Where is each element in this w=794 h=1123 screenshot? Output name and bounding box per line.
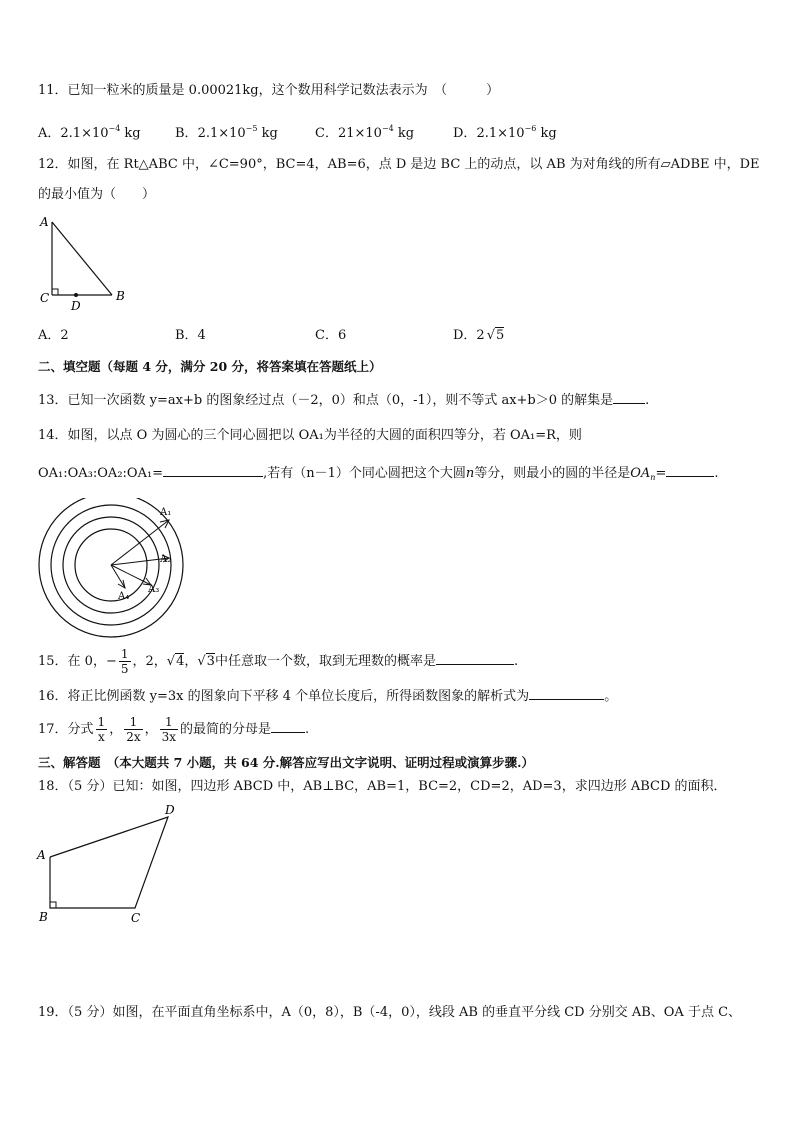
q11-option-c[interactable]: C．$21\times 10^{-4}$ kg bbox=[315, 124, 415, 141]
q19-text: 19．（5 分）如图，在平面直角坐标系中，A（0，8），B（-4，0），线段 AB 的垂直平分线 CD 分别交 AB、OA 于点 C、 bbox=[38, 1005, 742, 1020]
q14-radius-blank[interactable] bbox=[666, 463, 714, 477]
q18-text: 18．（5 分）已知：如图，四边形 ABCD 中，AB⊥BC，AB=1，BC=2，CD=2，AD=3，求四边形 ABCD 的面积． bbox=[38, 779, 727, 794]
q12-label-a: A bbox=[40, 215, 49, 229]
q12-label-b: B bbox=[116, 289, 125, 303]
q11-option-d[interactable]: D．$2.1\times 10^{-6}$ kg bbox=[453, 124, 557, 141]
q14-stem-line1: 14．如图，以点 O 为圆心的三个同心圆把以 OA₁为半径的大圆的面积四等分，若 OA₁=R，则 bbox=[38, 428, 582, 443]
q12-stem-line1: 12．如图，在 Rt△ABC 中，∠C=90°，BC=4，AB=6，点 D 是边 BC 上的动点，以 AB 为对角线的所有▱ADBE 中，DE bbox=[38, 157, 760, 172]
q18-label-b: B bbox=[39, 910, 48, 924]
q12-label-c: C bbox=[40, 291, 50, 305]
q11-stem: 11．已知一粒米的质量是 0.00021kg，这个数用科学记数法表示为 （ ） bbox=[38, 83, 500, 98]
q14-ratio-blank[interactable] bbox=[163, 463, 263, 477]
q12-option-b[interactable]: B．4 bbox=[175, 328, 206, 343]
q13-answer-blank[interactable] bbox=[613, 390, 645, 404]
q11-option-a[interactable]: A．$2.1\times 10^{-4}$ kg bbox=[38, 124, 141, 141]
q14-stem-line2: OA₁:OA₃:OA₂:OA₁= ,若有（n－1）个同心圆把这个大圆n等分，则最小的圆的半径是$OA_n=$ . bbox=[38, 463, 718, 487]
q12-option-d[interactable]: D．2 √5 bbox=[453, 328, 505, 343]
q18-label-d: D bbox=[165, 803, 175, 817]
q12-option-a[interactable]: A．2 bbox=[38, 328, 69, 343]
q15-answer-blank[interactable] bbox=[436, 651, 514, 665]
q16-text: 16．将正比例函数 y=3x 的图象向下平移 4 个单位长度后，所得函数图象的解析式为 。 bbox=[38, 686, 617, 706]
q16-answer-blank[interactable] bbox=[529, 686, 604, 700]
section-3-heading: 三、解答题 （本大题共 7 小题，共 64 分.解答应写出文字说明、证明过程或演算步骤.） bbox=[38, 755, 534, 770]
q18-quadrilateral-figure bbox=[32, 800, 182, 930]
q14-label-a2: A₂ bbox=[160, 554, 172, 565]
q12-triangle-figure bbox=[30, 210, 140, 315]
q12-option-c[interactable]: C．6 bbox=[315, 328, 347, 343]
q14-label-a3: A₃ bbox=[148, 584, 160, 595]
q11-option-b[interactable]: B．$2.1\times 10^{-5}$ kg bbox=[175, 124, 278, 141]
q18-label-a: A bbox=[37, 848, 46, 862]
q15-text: 15．在 0，− $\frac{1}{5}$ ，2，√4，√3中任意取一个数，取到无理数的概率是 . bbox=[38, 647, 519, 676]
q14-label-a1: A₁ bbox=[160, 507, 172, 518]
q12-label-d: D bbox=[71, 299, 81, 313]
q14-concentric-circles-figure bbox=[34, 498, 192, 638]
section-2-heading: 二、填空题（每题 4 分，满分 20 分，将答案填在答题纸上） bbox=[38, 359, 382, 374]
q13-text: 13．已知一次函数 y=ax+b 的图象经过点（－2，0）和点（0，-1），则不等式 ax+b＞0 的解集是 . bbox=[38, 390, 649, 410]
q12-stem-line2: 的最小值为（ ） bbox=[38, 187, 156, 202]
q17-answer-blank[interactable] bbox=[271, 719, 305, 733]
q18-label-c: C bbox=[131, 911, 141, 925]
q17-text: 17．分式 $\frac{1}{x}$ ， $\frac{1}{2x}$ ， $\frac{1}{3x}$ 的最简的分母是 . bbox=[38, 715, 310, 744]
q14-label-a4: A₄ bbox=[118, 591, 130, 602]
